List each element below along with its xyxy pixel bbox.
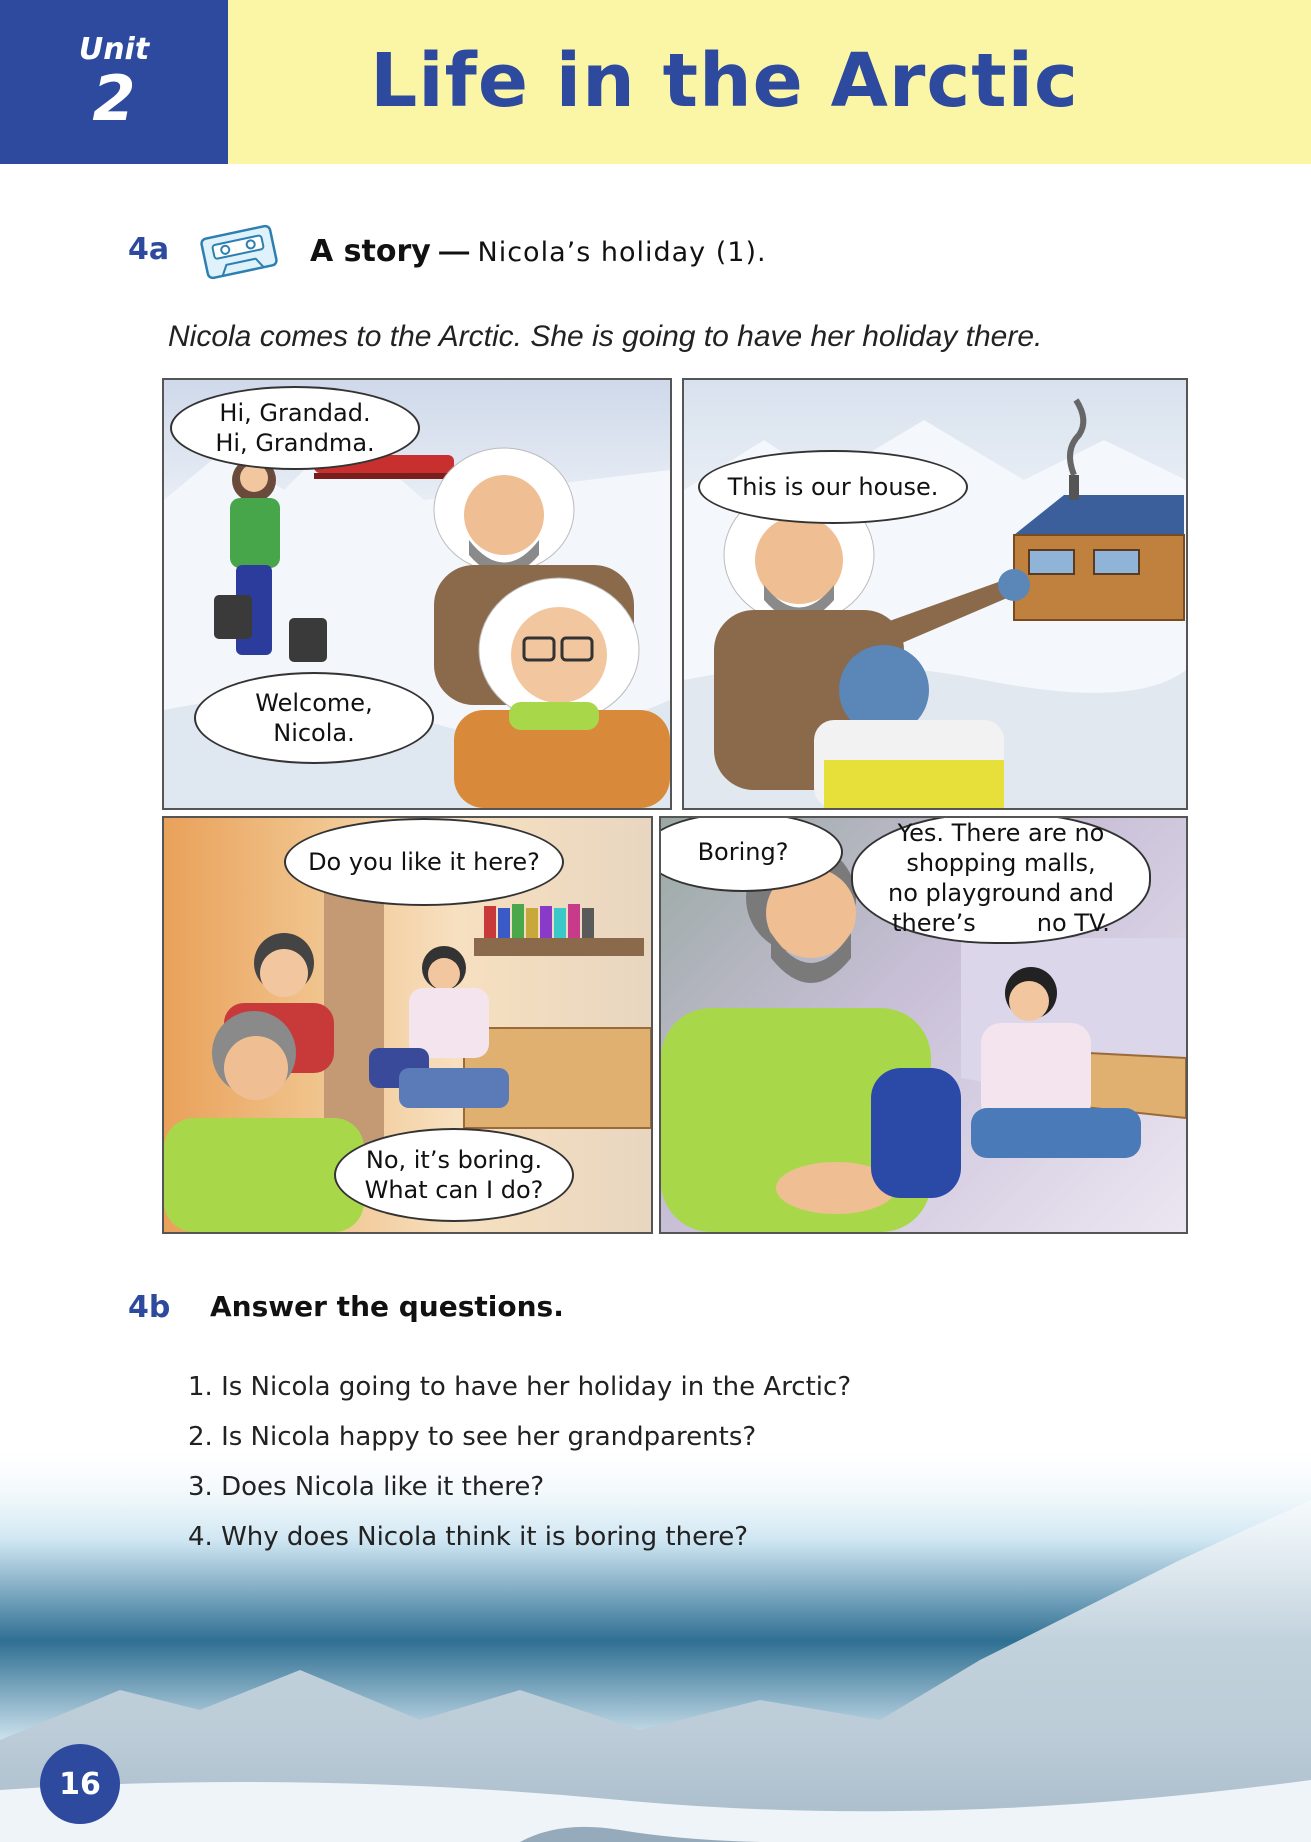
bubble-line: Hi, Grandad. [219,399,371,427]
unit-number: 2 [92,62,136,135]
bubble-line: Do you like it here? [308,848,540,876]
story-intro: Nicola comes to the Arctic. She is going to have her holiday there. [168,320,1043,353]
speech-bubble-question [284,818,564,906]
bubble-line: no playground and [887,879,1115,907]
questions-heading: Answer the questions. [210,1290,564,1323]
page-number: 16 [40,1744,120,1824]
speech-bubble-welcome [194,672,434,764]
cassette-tape-icon[interactable] [198,224,280,280]
bubble-line: Welcome, [255,689,373,717]
bubble-line: No, it’s boring. [365,1146,543,1174]
story-heading-subtitle: Nicola’s holiday (1). [477,237,767,268]
speech-bubble-boring [334,1128,574,1222]
story-heading [310,234,767,269]
page-title: Life in the Arctic [370,38,1079,124]
question-item: 4. Why does Nicola think it is boring there? [188,1522,748,1552]
section-4a-number: 4a [128,232,170,267]
bubble-line: there’s no TV. [892,909,1110,937]
comic-panel-4 [659,816,1188,1234]
unit-badge [0,0,228,164]
bubble-line: What can I do? [364,1176,544,1204]
bubble-line: Nicola. [273,719,355,747]
bubble-line: shopping malls, [906,849,1096,877]
comic-panel-2 [682,378,1188,810]
section-4b-number: 4b [128,1290,171,1325]
bubble-line: Yes. There are no [897,819,1105,847]
question-item: 1. Is Nicola going to have her holiday in the Arctic? [188,1372,852,1402]
comic-panel-1 [162,378,672,810]
bubble-line: Boring? [697,838,789,866]
bubble-line: This is our house. [727,473,939,501]
unit-label: Unit [78,32,150,67]
speech-bubble-no-tv [851,816,1151,944]
question-item: 3. Does Nicola like it there? [188,1472,545,1502]
questions-list [188,1362,851,1562]
question-item: 2. Is Nicola happy to see her grandparents? [188,1422,757,1452]
title-band [228,0,1311,164]
story-heading-dash: — [439,235,470,268]
bubble-line: Hi, Grandma. [215,429,375,457]
story-heading-bold: A story [310,234,431,269]
panel-2-illustration [684,380,1186,808]
comic-panel-3 [162,816,653,1234]
speech-bubble-house [698,450,968,524]
speech-bubble-greeting [170,386,420,470]
